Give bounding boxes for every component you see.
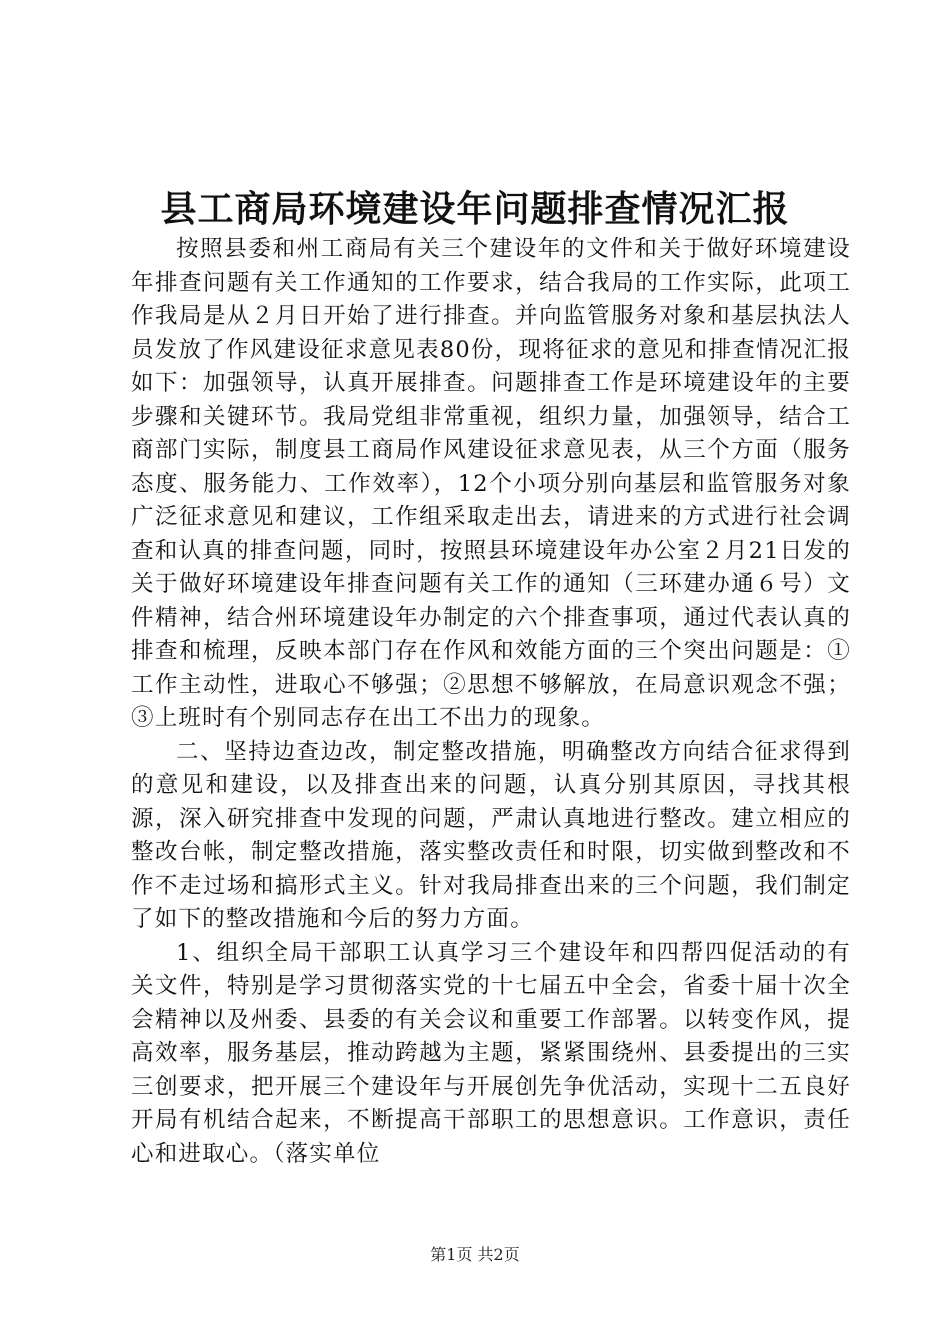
paragraph-3: 1、组织全局干部职工认真学习三个建设年和四帮四促活动的有关文件，特别是学习贯彻落实党的十七届五中全会，省委十届十次全会精神以及州委、县委的有关会议和重要工作部署。以转变作风，提高效率，服务基层，推动跨越为主题，紧紧围绕州、县委提出的三实三创要求，把开展三个建设年与开展创先争优活动，实现十二五良好开局有机结合起来，不断提高干部职工的思想意识。工作意识，责任心和进取心。（落实单位 [131, 939, 851, 1167]
paragraph-1: 按照县委和州工商局有关三个建设年的文件和关于做好环境建设年排查问题有关工作通知的工作要求，结合我局的工作实际，此项工作我局是从２月日开始了进行排查。并向监管服务对象和基层执法人员发放了作风建设征求意见表80份，现将征求的意见和排查情况汇报如下：加强领导，认真开展排查。问题排查工作是环境建设年的主要步骤和关键环节。我局党组非常重视，组织力量，加强领导，结合工商部门实际，制度县工商局作风建设征求意见表，从三个方面（服务态度、服务能力、工作效率），12个小项分别向基层和监管服务对象广泛征求意见和建议，工作组采取走出去，请进来的方式进行社会调查和认真的排查问题，同时，按照县环境建设年办公室２月21日发的关于做好环境建设年排查问题有关工作的通知（三环建办通６号）文件精神，结合州环境建设年办制定的六个排查事项，通过代表认真的排查和梳理，反映本部门存在作风和效能方面的三个突出问题是：①工作主动性，进取心不够强；②思想不够解放，在局意识观念不强；③上班时有个别同志存在出工不出力的现象。 [131, 236, 851, 731]
document-body [131, 233, 851, 1171]
document-title: 县工商局环境建设年问题排查情况汇报 [160, 188, 790, 230]
page-footer: 第1页 共2页 [430, 1245, 520, 1264]
paragraph-2: 二、坚持边查边改，制定整改措施，明确整改方向结合征求得到的意见和建设，以及排查出来的问题，认真分别其原因，寻找其根源，深入研究排查中发现的问题，严肃认真地进行整改。建立相应的整改台帐，制定整改措施，落实整改责任和时限，切实做到整改和不作不走过场和搞形式主义。针对我局排查出来的三个问题，我们制定了如下的整改措施和今后的努力方面。 [131, 738, 851, 932]
